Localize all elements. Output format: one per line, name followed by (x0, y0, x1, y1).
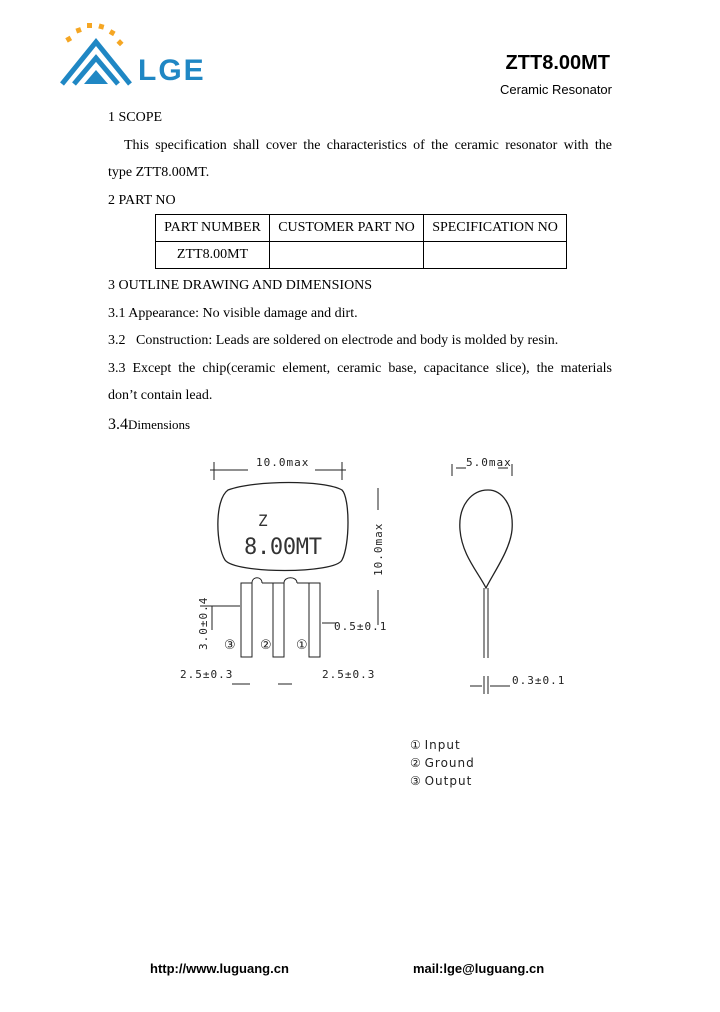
construction-text: 3.2 Construction: Leads are soldered on electrode and body is molded by resin. (108, 333, 559, 348)
scope-heading: 1 SCOPE (108, 110, 163, 125)
body-marking-top: Z (258, 511, 268, 530)
partno-heading: 2 PART NO (108, 193, 176, 208)
legend-label: Output (424, 774, 473, 788)
legend-item (410, 736, 475, 754)
dimensions-heading (108, 416, 190, 434)
dimension-drawing (0, 450, 720, 750)
height-dimension-label: 10.0max (372, 522, 385, 576)
pin-label-left: ③ (224, 638, 236, 653)
pitch-left-label: 2.5±0.3 (180, 668, 234, 681)
legend-symbol: ① (410, 738, 421, 752)
outline-heading: 3 OUTLINE DRAWING AND DIMENSIONS (108, 278, 373, 293)
scope-text-line2: type ZTT8.00MT. (108, 165, 210, 180)
table-cell: ZTT8.00MT (156, 242, 270, 269)
body-marking: 8.00MT (244, 535, 322, 560)
table-cell (424, 242, 567, 269)
table-header-row (156, 215, 567, 242)
legend-item (410, 772, 475, 790)
resonator-body-side (460, 490, 512, 588)
pin-label-right: ① (296, 638, 308, 653)
appearance-text: 3.1 Appearance: No visible damage and dirt. (108, 306, 358, 321)
table-header-cell: PART NUMBER (156, 215, 270, 242)
lead-right (309, 583, 320, 657)
part-number-table (155, 214, 567, 269)
materials-text-line2: don’t contain lead. (108, 388, 213, 403)
lead-width-label: 0.5±0.1 (334, 620, 388, 633)
pitch-right-label: 2.5±0.3 (322, 668, 376, 681)
pin-legend (410, 736, 475, 790)
logo-text: LGE (138, 54, 206, 87)
lead-middle (273, 583, 284, 657)
lead-thickness-label: 0.3±0.1 (512, 674, 566, 687)
table-row (156, 242, 567, 269)
width-dimension-label: 10.0max (256, 456, 310, 469)
pin-label-middle: ② (260, 638, 272, 653)
footer-website-link[interactable]: http://www.luguang.cn (150, 961, 289, 976)
page-subtitle: Ceramic Resonator (500, 82, 612, 97)
depth-dimension-label: 5.0max (466, 456, 512, 469)
footer-email-link[interactable]: mail:lge@luguang.cn (413, 961, 545, 976)
table-header-cell: CUSTOMER PART NO (270, 215, 424, 242)
legend-item (410, 754, 475, 772)
table-cell (270, 242, 424, 269)
logo (56, 20, 246, 92)
lead-length-label: 3.0±0.4 (197, 596, 210, 650)
materials-text-line1: 3.3 Except the chip(ceramic element, ceramic base, capacitance slice), the materials (108, 361, 612, 376)
lead-left (241, 583, 252, 657)
table-header-cell: SPECIFICATION NO (424, 215, 567, 242)
dimensions-heading-label: Dimensions (128, 417, 191, 432)
page-title: ZTT8.00MT (505, 52, 610, 74)
logo-mark-icon (56, 20, 136, 92)
scope-text-line1: This specification shall cover the characteristics of the ceramic resonator with the (124, 138, 612, 153)
legend-symbol: ② (410, 756, 421, 770)
legend-symbol: ③ (410, 774, 421, 788)
legend-label: Ground (424, 756, 475, 770)
dimensions-heading-number: 3.4 (108, 416, 128, 433)
legend-label: Input (424, 738, 461, 752)
